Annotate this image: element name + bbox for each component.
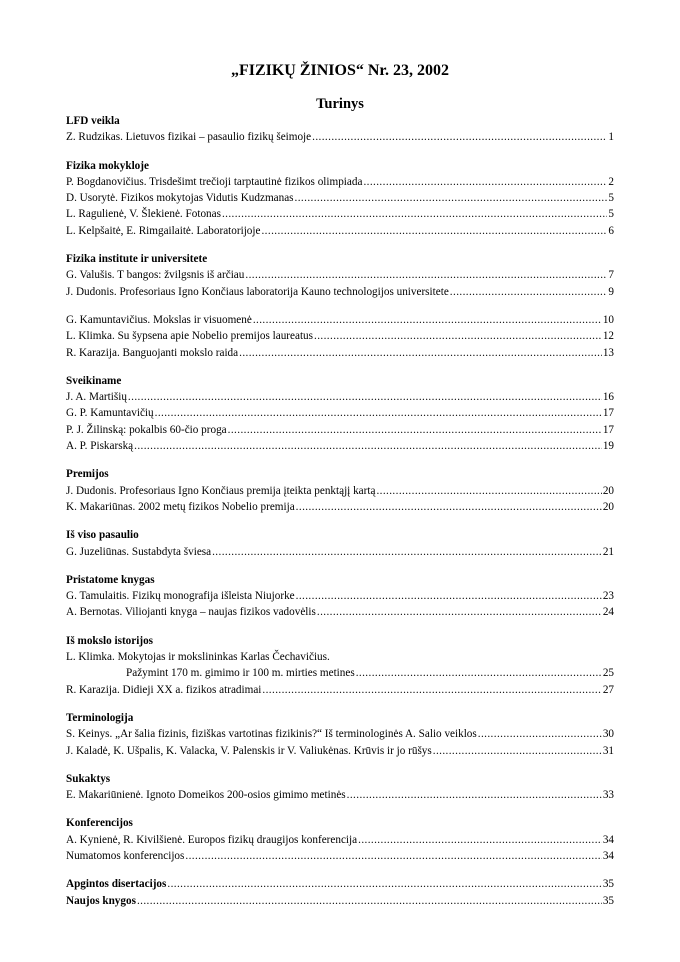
toc-entry[interactable] bbox=[66, 588, 614, 604]
toc-entry[interactable] bbox=[66, 787, 614, 803]
page-number: 21 bbox=[602, 545, 614, 558]
page-number: 27 bbox=[602, 683, 614, 696]
dot-leader bbox=[262, 682, 601, 698]
dot-leader bbox=[137, 893, 602, 909]
toc-entry-text: P. J. Žilinską: pokalbis 60-čio proga bbox=[66, 423, 227, 436]
toc-section bbox=[66, 466, 614, 515]
toc-entry-text: E. Makariūnienė. Ignoto Domeikos 200-osios gimimo metinės bbox=[66, 789, 346, 802]
toc-entry-text: G. Juzeliūnas. Sustabdyta šviesa bbox=[66, 545, 212, 558]
section-heading: Fizika mokykloje bbox=[66, 159, 149, 172]
toc-entry-text: R. Karazija. Banguojanti mokslo raida bbox=[66, 346, 239, 359]
dot-leader bbox=[376, 483, 601, 499]
toc-entry-text: G. Kamuntavičius. Mokslas ir visuomenė bbox=[66, 313, 252, 326]
page-number: 2 bbox=[608, 175, 614, 188]
toc-entry-text: A. P. Piskarską bbox=[66, 440, 134, 453]
page-number: 34 bbox=[602, 833, 614, 846]
page-number: 5 bbox=[608, 192, 614, 205]
toc-heading: Turinys bbox=[316, 96, 364, 112]
dot-leader bbox=[253, 312, 602, 328]
toc-section bbox=[66, 633, 614, 698]
page-number: 1 bbox=[608, 131, 614, 144]
toc-section bbox=[66, 312, 614, 361]
dot-leader bbox=[167, 876, 601, 892]
dot-leader bbox=[295, 190, 608, 206]
page-title: „FIZIKŲ ŽINIOS“ Nr. 23, 2002 bbox=[230, 62, 450, 79]
section-heading: Pristatome knygas bbox=[66, 573, 155, 586]
dot-leader bbox=[478, 726, 602, 742]
dot-leader bbox=[433, 743, 602, 759]
toc-entry[interactable] bbox=[66, 499, 614, 515]
dot-leader bbox=[314, 328, 602, 344]
page-number: 12 bbox=[602, 330, 614, 343]
toc-section bbox=[66, 876, 614, 909]
toc-section bbox=[66, 373, 614, 454]
dot-leader bbox=[317, 604, 602, 620]
dot-leader bbox=[212, 544, 602, 560]
toc-entry[interactable] bbox=[66, 284, 614, 300]
toc-entry[interactable] bbox=[66, 129, 614, 145]
toc-section bbox=[66, 113, 614, 146]
page-number: 10 bbox=[602, 313, 614, 326]
page-number: 35 bbox=[602, 894, 614, 907]
toc-entry[interactable] bbox=[66, 832, 614, 848]
section-heading: Terminologija bbox=[66, 711, 134, 724]
toc-entry-text: G. Tamulaitis. Fizikų monografija išleista Niujorke bbox=[66, 590, 295, 603]
toc-entry[interactable] bbox=[66, 389, 614, 405]
section-heading: Konferencijos bbox=[66, 817, 133, 830]
toc-entry[interactable] bbox=[66, 267, 614, 283]
page-number: 23 bbox=[602, 590, 614, 603]
page-number: 9 bbox=[608, 285, 614, 298]
page-number: 6 bbox=[608, 224, 614, 237]
page-number: 17 bbox=[602, 407, 614, 420]
toc-entry-text: L. Ragulienė, V. Šlekienė. Fotonas bbox=[66, 208, 221, 221]
dot-leader bbox=[296, 588, 602, 604]
toc-entry[interactable] bbox=[66, 682, 614, 698]
toc-entry[interactable] bbox=[66, 665, 614, 681]
toc-entry-text: D. Usorytė. Fizikos mokytojas Vidutis Kudzmanas bbox=[66, 192, 294, 205]
page-number: 20 bbox=[602, 500, 614, 513]
toc-section bbox=[66, 771, 614, 804]
toc-entry[interactable] bbox=[66, 405, 614, 421]
page-number: 17 bbox=[602, 423, 614, 436]
toc-section bbox=[66, 527, 614, 560]
toc-entry-text: Z. Rudzikas. Lietuvos fizikai – pasaulio fizikų šeimoje bbox=[66, 131, 312, 144]
toc-entry-text: P. Bogdanovičius. Trisdešimt trečioji tarptautinė fizikos olimpiada bbox=[66, 175, 363, 188]
dot-leader bbox=[363, 174, 607, 190]
section-heading: LFD veikla bbox=[66, 115, 120, 127]
toc-entry[interactable] bbox=[66, 876, 614, 892]
toc-entry[interactable] bbox=[66, 422, 614, 438]
toc-entry-text: Apgintos disertacijos bbox=[66, 878, 167, 891]
dot-leader bbox=[185, 848, 601, 864]
page-number: 16 bbox=[602, 391, 614, 404]
toc-section bbox=[66, 251, 614, 300]
page-number: 31 bbox=[602, 744, 614, 757]
section-heading: Sukaktys bbox=[66, 772, 111, 785]
toc-entry-text: G. Valušis. T bangos: žvilgsnis iš arčiau bbox=[66, 269, 245, 282]
toc-entry-text: S. Keinys. „Ar šalia fizinis, fiziškas vartotinas fizikinis?“ Iš terminologinės A. Salio veiklos bbox=[66, 728, 477, 741]
toc-entry[interactable] bbox=[66, 604, 614, 620]
toc-entry[interactable] bbox=[66, 190, 614, 206]
page-number: 35 bbox=[602, 878, 614, 891]
toc-entry[interactable] bbox=[66, 743, 614, 759]
toc-entry-text: R. Karazija. Didieji XX a. fizikos atradimai bbox=[66, 683, 262, 696]
toc-entry-text: J. Kaladė, K. Ušpalis, K. Valacka, V. Palenskis ir V. Valiukėnas. Krūvis ir jo rūšys bbox=[66, 744, 432, 757]
dot-leader bbox=[228, 422, 602, 438]
page-number: 30 bbox=[602, 728, 614, 741]
table-of-contents bbox=[66, 113, 614, 921]
dot-leader bbox=[261, 223, 607, 239]
toc-entry-text: L. Klimka. Su šypsena apie Nobelio premijos laureatus bbox=[66, 330, 314, 343]
toc-section bbox=[66, 572, 614, 621]
toc-entry[interactable] bbox=[66, 483, 614, 499]
toc-section bbox=[66, 710, 614, 759]
page-number: 5 bbox=[608, 208, 614, 221]
toc-entry[interactable] bbox=[66, 438, 614, 454]
toc-entry[interactable] bbox=[66, 328, 614, 344]
toc-entry[interactable] bbox=[66, 174, 614, 190]
toc-entry-text: A. Kynienė, R. Kivilšienė. Europos fizikų draugijos konferencija bbox=[66, 833, 358, 846]
section-heading: Iš mokslo istorijos bbox=[66, 634, 154, 647]
section-heading: Iš viso pasaulio bbox=[66, 529, 139, 542]
dot-leader bbox=[155, 405, 602, 421]
toc-entry-text: A. Bernotas. Viliojanti knyga – naujas fizikos vadovėlis bbox=[66, 606, 316, 619]
dot-leader bbox=[245, 267, 607, 283]
dot-leader bbox=[128, 389, 602, 405]
toc-entry-text: J. Dudonis. Profesoriaus Igno Končiaus laboratorija Kauno technologijos universitete bbox=[66, 285, 449, 298]
page-number: 24 bbox=[602, 606, 614, 619]
toc-entry[interactable] bbox=[66, 345, 614, 361]
page-number: 13 bbox=[602, 346, 614, 359]
dot-leader bbox=[356, 665, 602, 681]
toc-entry-text: J. Dudonis. Profesoriaus Igno Končiaus premija įteikta penktąjį kartą bbox=[66, 484, 376, 497]
toc-entry-text: L. Klimka. Mokytojas ir mokslininkas Karlas Čechavičius. bbox=[66, 651, 330, 664]
toc-entry-continuation: Pažymint 170 m. gimimo ir 100 m. mirties metines bbox=[126, 667, 355, 680]
toc-entry[interactable] bbox=[66, 726, 614, 742]
toc-entry-text: G. P. Kamuntavičių bbox=[66, 407, 154, 420]
dot-leader bbox=[358, 832, 602, 848]
page-number: 33 bbox=[602, 789, 614, 802]
section-heading: Premijos bbox=[66, 468, 109, 481]
dot-leader bbox=[296, 499, 602, 515]
toc-entry-text: Numatomos konferencijos bbox=[66, 849, 185, 862]
toc-entry[interactable] bbox=[66, 848, 614, 864]
dot-leader bbox=[450, 284, 608, 300]
dot-leader bbox=[312, 129, 607, 145]
page-number: 7 bbox=[608, 269, 614, 282]
toc-entry-text: K. Makariūnas. 2002 metų fizikos Nobelio premija bbox=[66, 500, 295, 513]
section-heading: Fizika institute ir universitete bbox=[66, 253, 208, 266]
toc-entry[interactable] bbox=[66, 206, 614, 222]
section-heading: Sveikiname bbox=[66, 374, 122, 387]
toc-entry-text: J. A. Martišių bbox=[66, 391, 127, 404]
toc-entry[interactable] bbox=[66, 312, 614, 328]
dot-leader bbox=[134, 438, 602, 454]
page-number: 25 bbox=[602, 667, 614, 680]
toc-section bbox=[66, 815, 614, 864]
toc-entry-text: L. Kelpšaitė, E. Rimgailaitė. Laboratorijoje bbox=[66, 224, 261, 237]
toc-entry[interactable] bbox=[66, 893, 614, 909]
dot-leader bbox=[347, 787, 602, 803]
dot-leader bbox=[222, 206, 607, 222]
page-number: 20 bbox=[602, 484, 614, 497]
toc-entry-text: Naujos knygos bbox=[66, 894, 136, 907]
dot-leader bbox=[239, 345, 602, 361]
page-number: 34 bbox=[602, 849, 614, 862]
toc-entry[interactable] bbox=[66, 223, 614, 239]
toc-entry[interactable] bbox=[66, 544, 614, 560]
page-number: 19 bbox=[602, 440, 614, 453]
toc-section bbox=[66, 158, 614, 239]
